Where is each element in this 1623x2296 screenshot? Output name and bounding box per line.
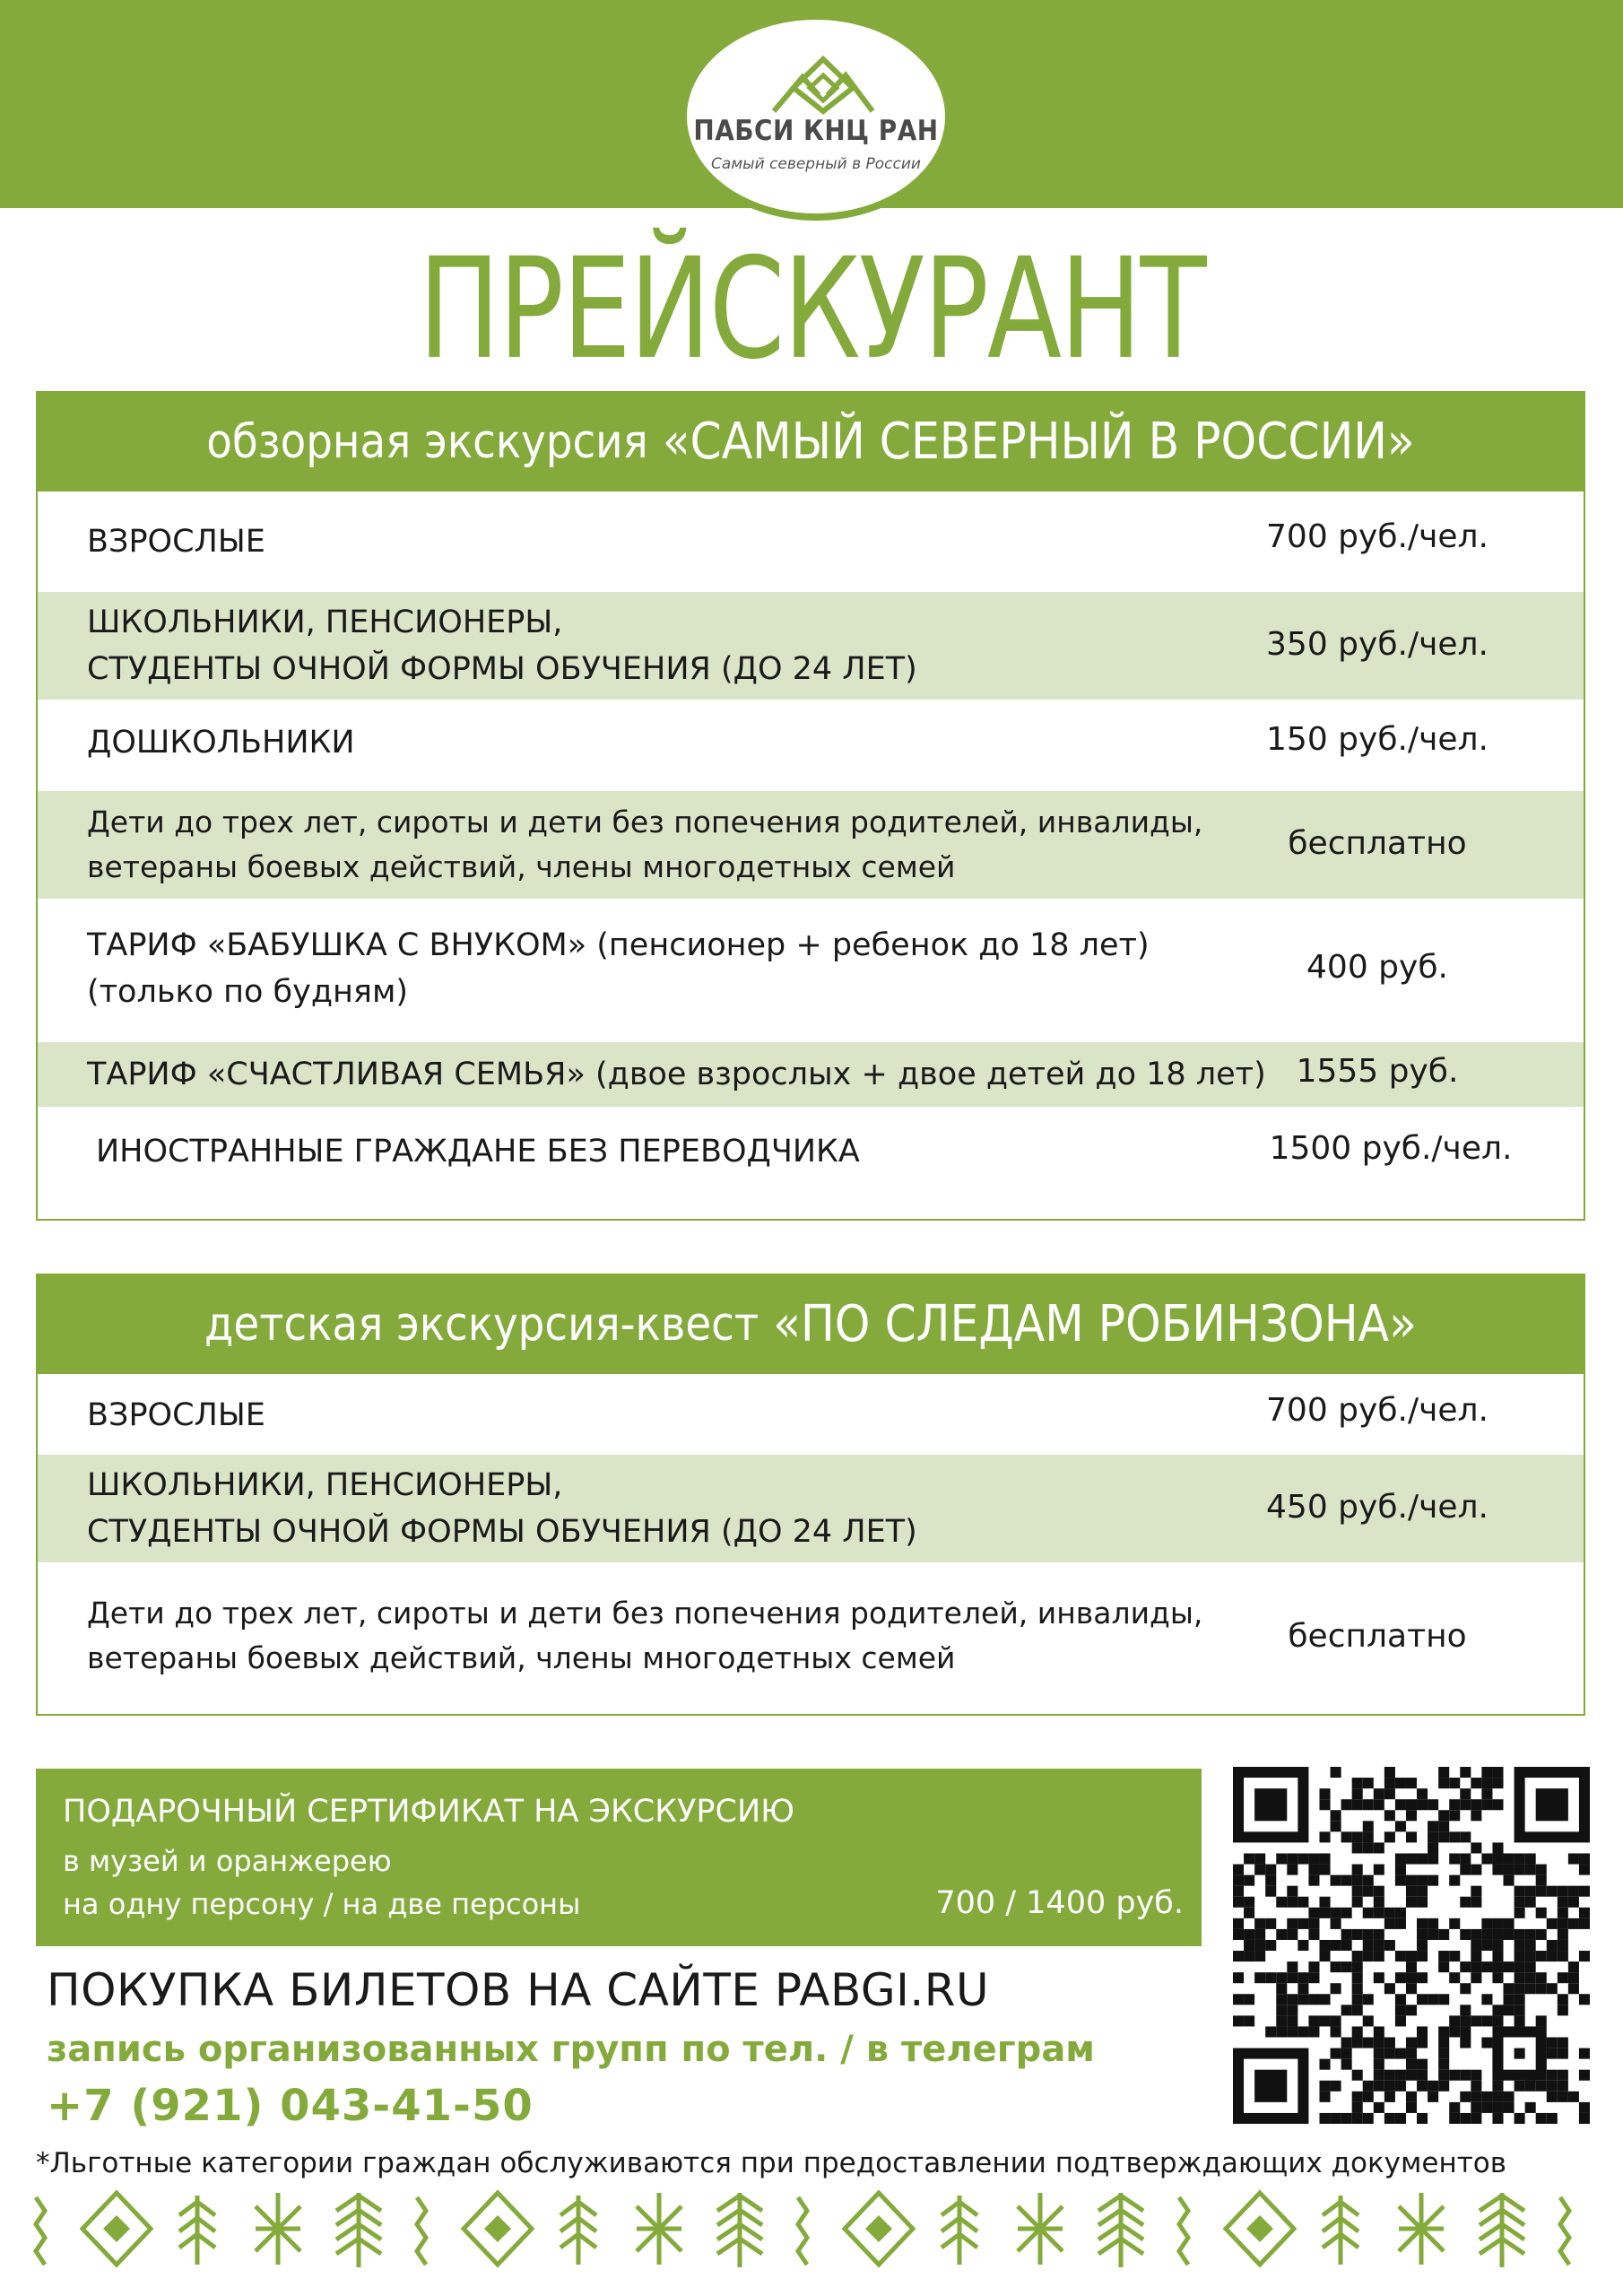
table-row bbox=[38, 700, 1584, 791]
table-row bbox=[38, 1562, 1584, 1715]
row-label-line1: ШКОЛЬНИКИ, ПЕНСИОНЕРЫ, bbox=[87, 1467, 563, 1503]
section-heading-prefix: обзорная экскурсия bbox=[206, 415, 648, 469]
logo bbox=[680, 13, 952, 221]
price-section-quest bbox=[36, 1274, 1585, 1716]
table-row bbox=[38, 899, 1584, 1042]
row-label: ДОШКОЛЬНИКИ bbox=[87, 725, 355, 761]
gift-title: ПОДАРОЧНЫЙ СЕРТИФИКАТ НА ЭКСКУРСИЮ bbox=[63, 1794, 794, 1830]
row-label bbox=[87, 1591, 1202, 1681]
row-label-line1: ТАРИФ «БАБУШКА С ВНУКОМ» (пенсионер + ребенок до 18 лет) bbox=[87, 927, 1150, 963]
logo-mark-icon bbox=[772, 56, 874, 115]
section-heading bbox=[38, 393, 1584, 491]
row-label-line1: Дети до трех лет, сироты и дети без попечения родителей, инвалиды, bbox=[87, 804, 1203, 839]
row-price: 1500 руб./чел. bbox=[1269, 1130, 1513, 1167]
table-row bbox=[38, 1042, 1584, 1107]
row-price: 150 руб./чел. bbox=[1266, 721, 1488, 758]
table-row bbox=[38, 1455, 1584, 1562]
folk-ornament-border-icon bbox=[18, 2188, 1614, 2269]
table-row bbox=[38, 592, 1584, 700]
row-label: ИНОСТРАННЫЕ ГРАЖДАНЕ БЕЗ ПЕРЕВОДЧИКА bbox=[96, 1134, 860, 1170]
row-label-line2: (только по будням) bbox=[87, 974, 409, 1010]
row-label bbox=[87, 1462, 917, 1555]
row-price: бесплатно bbox=[1288, 825, 1467, 862]
row-label-line1: ШКОЛЬНИКИ, ПЕНСИОНЕРЫ, bbox=[87, 604, 563, 640]
row-price: бесплатно bbox=[1288, 1618, 1467, 1655]
row-label-line2: СТУДЕНТЫ ОЧНОЙ ФОРМЫ ОБУЧЕНИЯ (ДО 24 ЛЕТ) bbox=[87, 651, 917, 687]
row-label bbox=[87, 800, 1202, 890]
gift-certificate-banner bbox=[36, 1769, 1202, 1946]
row-label: ВЗРОСЛЫЕ bbox=[87, 1397, 265, 1433]
phone-number[interactable]: +7 (921) 043-41-50 bbox=[47, 2081, 534, 2131]
row-label: ВЗРОСЛЫЕ bbox=[87, 524, 265, 560]
row-label bbox=[87, 922, 1150, 1015]
qr-code-icon[interactable] bbox=[1233, 1767, 1590, 2124]
row-price: 1555 руб. bbox=[1296, 1053, 1459, 1090]
table-row bbox=[38, 1374, 1584, 1455]
group-booking-text: запись организованных групп по тел. / в телеграм bbox=[47, 2029, 1096, 2070]
row-price: 450 руб./чел. bbox=[1266, 1489, 1488, 1526]
row-label-line2: ветераны боевых действий, члены многодетных семей bbox=[87, 1640, 956, 1675]
row-label-line2: ветераны боевых действий, члены многодетных семей bbox=[87, 849, 956, 884]
section-heading-name: «САМЫЙ СЕВЕРНЫЙ В РОССИИ» bbox=[662, 413, 1415, 471]
page-title: ПРЕЙСКУРАНТ bbox=[418, 228, 1205, 390]
section-heading bbox=[38, 1275, 1584, 1374]
row-price: 700 руб./чел. bbox=[1266, 518, 1488, 555]
table-row bbox=[38, 1107, 1584, 1219]
buy-tickets-text: ПОКУПКА БИЛЕТОВ НА САЙТЕ PABGI.RU bbox=[47, 1964, 990, 2016]
row-price: 400 руб. bbox=[1306, 949, 1448, 986]
gift-price: 700 / 1400 руб. bbox=[935, 1885, 1184, 1921]
brand-tagline: Самый северный в России bbox=[711, 155, 921, 173]
section-heading-prefix: детская экскурсия-квест bbox=[204, 1298, 759, 1352]
table-row bbox=[38, 791, 1584, 899]
gift-subtitle: в музей и оранжерею bbox=[63, 1844, 392, 1878]
section-heading-name: «ПО СЛЕДАМ РОБИНЗОНА» bbox=[773, 1295, 1417, 1353]
table-row bbox=[38, 491, 1584, 592]
row-label bbox=[87, 599, 917, 692]
row-label: ТАРИФ «СЧАСТЛИВАЯ СЕМЬЯ» (двое взрослых + двое детей до 18 лет) bbox=[87, 1057, 1266, 1092]
gift-persons: на одну персону / на две персоны bbox=[63, 1887, 581, 1921]
price-section-overview bbox=[36, 391, 1585, 1221]
row-label-line2: СТУДЕНТЫ ОЧНОЙ ФОРМЫ ОБУЧЕНИЯ (ДО 24 ЛЕТ) bbox=[87, 1514, 917, 1550]
brand-name: ПАБСИ КНЦ РАН bbox=[693, 115, 939, 147]
row-price: 700 руб./чел. bbox=[1266, 1392, 1488, 1429]
row-label-line1: Дети до трех лет, сироты и дети без попечения родителей, инвалиды, bbox=[87, 1596, 1203, 1631]
footnote: *Льготные категории граждан обслуживаются при предоставлении подтверждающих документов bbox=[36, 2147, 1507, 2179]
row-price: 350 руб./чел. bbox=[1266, 626, 1488, 663]
